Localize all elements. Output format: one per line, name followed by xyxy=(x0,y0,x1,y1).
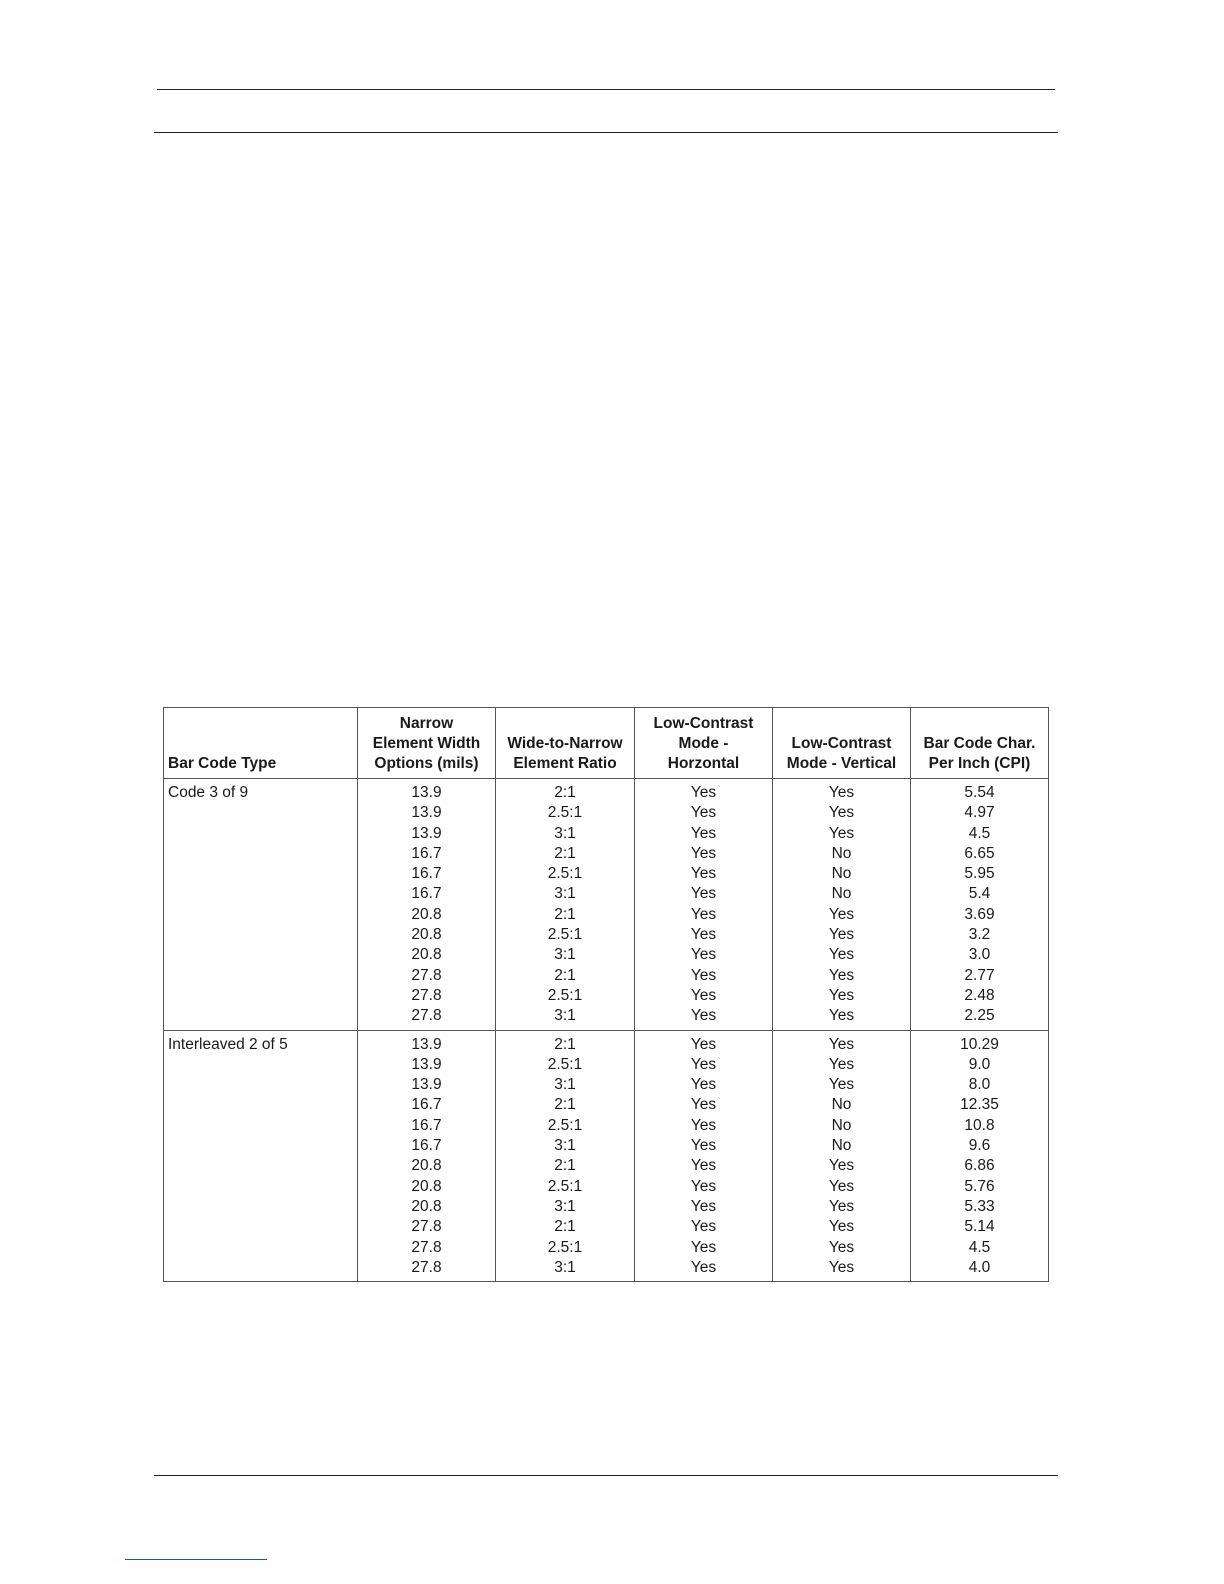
table-value: Yes xyxy=(690,1035,717,1053)
ratio-cell xyxy=(496,779,635,1031)
table-value: 16.7 xyxy=(411,1116,442,1134)
table-value: Yes xyxy=(690,1055,717,1073)
table-value: 27.8 xyxy=(411,966,442,984)
header-chars-per-inch: Bar Code Char. Per Inch (CPI) xyxy=(911,708,1049,779)
header-rule-top xyxy=(157,89,1055,90)
table-value: 2:1 xyxy=(554,844,576,862)
table-value: Yes xyxy=(690,1007,717,1025)
table-value: Yes xyxy=(828,946,855,964)
table-value: Yes xyxy=(690,986,717,1004)
table-value: 27.8 xyxy=(411,986,442,1004)
table-value: Yes xyxy=(690,1258,717,1276)
table-value: 13.9 xyxy=(411,1035,442,1053)
table-value: 20.8 xyxy=(411,1157,442,1175)
table-value: 5.14 xyxy=(964,1218,995,1236)
table-value: Yes xyxy=(690,1116,717,1134)
header-rule-bottom xyxy=(154,132,1058,133)
table-value: 3.0 xyxy=(968,946,991,964)
table-value: Yes xyxy=(828,1007,855,1025)
table-value: 20.8 xyxy=(411,905,442,923)
table-value: 5.95 xyxy=(964,865,995,883)
barcode-specs-table xyxy=(163,707,1049,1282)
table-value: 8.0 xyxy=(968,1076,991,1094)
table-value: 3:1 xyxy=(554,1197,576,1215)
table-value: No xyxy=(831,1137,852,1155)
table-value: Yes xyxy=(690,926,717,944)
table-value: 20.8 xyxy=(411,946,442,964)
table-value: Yes xyxy=(828,1055,855,1073)
table-value: 16.7 xyxy=(411,1137,442,1155)
table-value: 3:1 xyxy=(554,1258,576,1276)
table-value: Yes xyxy=(828,1238,855,1256)
table-value: 27.8 xyxy=(411,1007,442,1025)
header-wide-to-narrow-ratio: Wide-to-Narrow Element Ratio xyxy=(496,708,635,779)
horizontal-cell xyxy=(635,779,773,1031)
table-value: 13.9 xyxy=(411,1055,442,1073)
narrow-width-cell xyxy=(358,779,496,1031)
table-value: 2.5:1 xyxy=(547,1055,583,1073)
table-value: No xyxy=(831,844,852,862)
table-value: Yes xyxy=(828,986,855,1004)
table-value: Yes xyxy=(828,784,855,801)
table-value: Yes xyxy=(690,1137,717,1155)
table-value: 13.9 xyxy=(411,824,442,842)
table-value: 4.5 xyxy=(968,824,991,842)
ratio-cell xyxy=(496,1030,635,1282)
table-value: 2:1 xyxy=(554,1096,576,1114)
narrow-width-cell xyxy=(358,1030,496,1282)
table-value: 4.97 xyxy=(964,804,995,822)
header-low-contrast-horizontal: Low-Contrast Mode - Horzontal xyxy=(635,708,773,779)
table-value: Yes xyxy=(828,1197,855,1215)
table-value: 2.77 xyxy=(964,966,995,984)
table-value: Yes xyxy=(828,1076,855,1094)
footer-rule xyxy=(154,1475,1058,1476)
table-value: 3:1 xyxy=(554,1137,576,1155)
table-value: 2.5:1 xyxy=(547,986,583,1004)
table-value: Yes xyxy=(690,1096,717,1114)
table-value: Yes xyxy=(690,844,717,862)
table-value: 16.7 xyxy=(411,1096,442,1114)
table-value: Yes xyxy=(828,1218,855,1236)
table-value: 10.29 xyxy=(960,1035,999,1053)
table-value: 2.5:1 xyxy=(547,804,583,822)
table-body xyxy=(164,779,1049,1282)
table-value: 2.5:1 xyxy=(547,865,583,883)
table-value: 27.8 xyxy=(411,1238,442,1256)
table-value: 13.9 xyxy=(411,784,442,801)
table-value: Yes xyxy=(828,926,855,944)
table-value: No xyxy=(831,885,852,903)
table-value: 2.48 xyxy=(964,986,995,1004)
table-value: 2.25 xyxy=(964,1007,995,1025)
table-value: Yes xyxy=(690,1197,717,1215)
table-value: 3:1 xyxy=(554,824,576,842)
header-narrow-element-width: Narrow Element Width Options (mils) xyxy=(358,708,496,779)
table-value: Yes xyxy=(690,1177,717,1195)
table-value: 27.8 xyxy=(411,1218,442,1236)
table-value: 6.65 xyxy=(964,844,995,862)
table-value: 2:1 xyxy=(554,1218,576,1236)
table-value: 10.8 xyxy=(964,1116,995,1134)
table-value: 3:1 xyxy=(554,885,576,903)
table-value: Yes xyxy=(690,1218,717,1236)
table-value: Yes xyxy=(690,885,717,903)
bar-code-type-cell: Code 3 of 9 xyxy=(164,779,358,1031)
table-value: 2:1 xyxy=(554,1157,576,1175)
table-value: Yes xyxy=(828,1177,855,1195)
table-value: No xyxy=(831,865,852,883)
table-value: 3.2 xyxy=(968,926,991,944)
table-value: 9.0 xyxy=(968,1055,991,1073)
table-value: Yes xyxy=(690,966,717,984)
table-value: 3.69 xyxy=(964,905,995,923)
table-value: 2:1 xyxy=(554,784,576,801)
table-value: 2:1 xyxy=(554,905,576,923)
table-value: 4.0 xyxy=(968,1258,991,1276)
table-value: Yes xyxy=(690,905,717,923)
table-value: No xyxy=(831,1096,852,1114)
table-value: Yes xyxy=(828,804,855,822)
table-value: 2:1 xyxy=(554,966,576,984)
barcode-table-container xyxy=(163,707,1048,1282)
table-value: 5.54 xyxy=(964,784,995,801)
table-value: 5.76 xyxy=(964,1177,995,1195)
table-value: 20.8 xyxy=(411,1197,442,1215)
table-value: Yes xyxy=(690,1076,717,1094)
table-header-row xyxy=(164,708,1049,779)
table-value: 20.8 xyxy=(411,926,442,944)
table-value: Yes xyxy=(690,784,717,801)
table-value: No xyxy=(831,1116,852,1134)
table-value: 12.35 xyxy=(960,1096,999,1114)
table-value: 3:1 xyxy=(554,1076,576,1094)
table-value: Yes xyxy=(828,1035,855,1053)
table-value: Yes xyxy=(690,1238,717,1256)
table-value: Yes xyxy=(690,865,717,883)
table-value: 13.9 xyxy=(411,804,442,822)
cpi-cell xyxy=(911,779,1049,1031)
table-row-group xyxy=(164,1030,1049,1282)
table-value: Yes xyxy=(828,1157,855,1175)
table-value: 16.7 xyxy=(411,865,442,883)
table-value: Yes xyxy=(690,824,717,842)
table-value: 20.8 xyxy=(411,1177,442,1195)
header-bar-code-type: Bar Code Type xyxy=(164,708,358,779)
horizontal-cell xyxy=(635,1030,773,1282)
table-value: 9.6 xyxy=(968,1137,991,1155)
table-value: 3:1 xyxy=(554,1007,576,1025)
table-value: 5.33 xyxy=(964,1197,995,1215)
table-row-group xyxy=(164,779,1049,1031)
footer-link-underline xyxy=(125,1559,267,1560)
table-value: Yes xyxy=(828,1258,855,1276)
vertical-cell xyxy=(773,779,911,1031)
table-value: 16.7 xyxy=(411,885,442,903)
table-value: 2.5:1 xyxy=(547,926,583,944)
table-value: 4.5 xyxy=(968,1238,991,1256)
vertical-cell xyxy=(773,1030,911,1282)
table-value: 2.5:1 xyxy=(547,1116,583,1134)
table-value: 16.7 xyxy=(411,844,442,862)
table-value: 27.8 xyxy=(411,1258,442,1276)
header-low-contrast-vertical: Low-Contrast Mode - Vertical xyxy=(773,708,911,779)
table-value: Yes xyxy=(690,946,717,964)
table-value: Yes xyxy=(690,804,717,822)
table-value: Yes xyxy=(828,966,855,984)
table-value: 6.86 xyxy=(964,1157,995,1175)
table-value: 2.5:1 xyxy=(547,1177,583,1195)
cpi-cell xyxy=(911,1030,1049,1282)
bar-code-type-cell: Interleaved 2 of 5 xyxy=(164,1030,358,1282)
table-value: 3:1 xyxy=(554,946,576,964)
table-value: 13.9 xyxy=(411,1076,442,1094)
table-value: Yes xyxy=(690,1157,717,1175)
table-value: 2.5:1 xyxy=(547,1238,583,1256)
table-value: 2:1 xyxy=(554,1035,576,1053)
table-value: 5.4 xyxy=(968,885,991,903)
table-value: Yes xyxy=(828,905,855,923)
table-value: Yes xyxy=(828,824,855,842)
